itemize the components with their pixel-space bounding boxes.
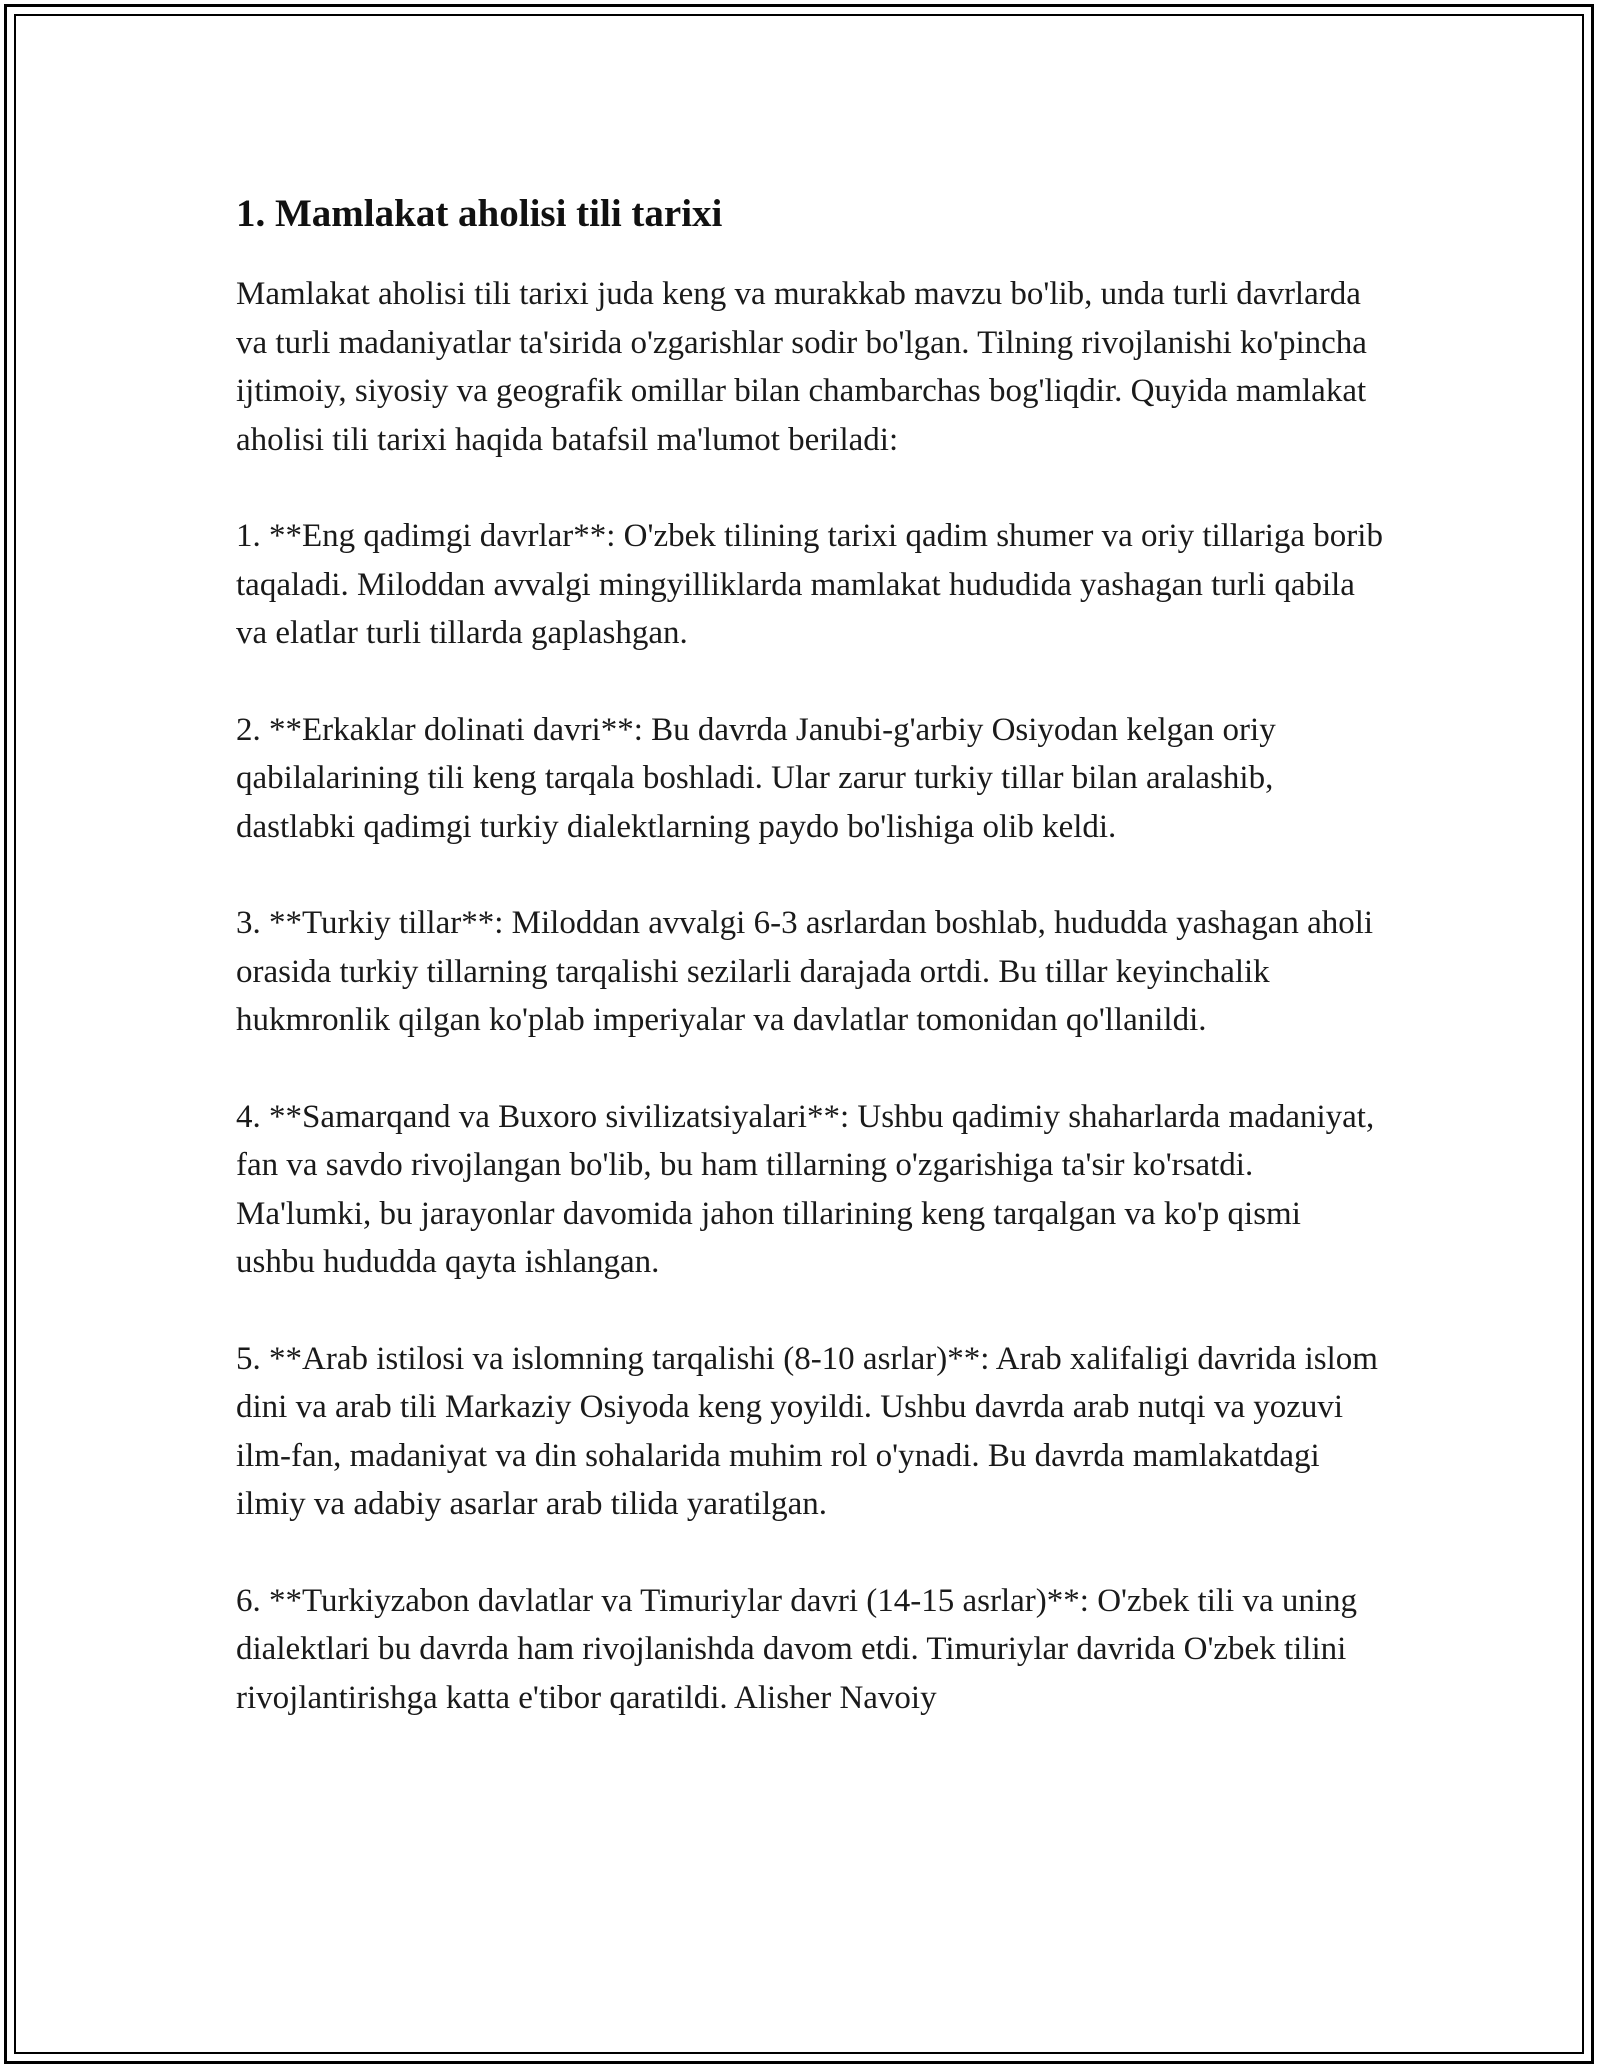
intro-paragraph: Mamlakat aholisi tili tarixi juda keng va murakkab mavzu bo'lib, unda turli davrlarda va turli madaniyatlar ta'sirida o'zgarishlar sodir bo'lgan. Tilning rivojlanishi ko'pincha ijtimoiy, siyosiy va geografik omillar bilan chambarchas bog'liqdir. Quyida mamlakat aholisi tili tarixi haqida batafsil ma'lumot beriladi:: [236, 276, 1367, 458]
list-item-3: 3. **Turkiy tillar**: Miloddan avvalgi 6-3 asrlardan boshlab, hududda yashagan aholi orasida turkiy tillarning tarqalishi sezilarli darajada ortdi. Bu tillar keyinchalik hukmronlik qilgan ko'plab imperiyalar va davlatlar tomonidan qo'llanildi.: [236, 905, 1374, 1038]
list-item-6: 6. **Turkiyzabon davlatlar va Timuriylar davri (14-15 asrlar)**: O'zbek tili va uning dialektlari bu davrda ham rivojlanishda davom etdi. Timuriylar davrida O'zbek tilini rivojlantirishga katta e'tibor qaratildi. Alisher Navoiy: [236, 1582, 1358, 1716]
list-item-5: 5. **Arab istilosi va islomning tarqalishi (8-10 asrlar)**: Arab xalifaligi davrida islom dini va arab tili Markaziy Osiyoda keng yoyildi. Ushbu davrda arab nutqi va yozuvi ilm-fan, madaniyat va din sohalarida muhim rol o'ynadi. Bu davrda mamlakatdagi ilmiy va adabiy asarlar arab tilida yaratilgan.: [236, 1340, 1378, 1522]
list-item-4: 4. **Samarqand va Buxoro sivilizatsiyalari**: Ushbu qadimiy shaharlarda madaniyat, fan va savdo rivojlangan bo'lib, bu ham tillarning o'zgarishiga ta'sir ko'rsatdi. Ma'lumki, bu jarayonlar davomida jahon tillarining keng tarqalgan va ko'p qismi ushbu hududda qayta ishlangan.: [236, 1098, 1375, 1280]
list-item-2: 2. **Erkaklar dolinati davri**: Bu davrda Janubi-g'arbiy Osiyodan kelgan oriy qabilalarining tili keng tarqala boshladi. Ular zarur turkiy tillar bilan aralashib, dastlabki qadimgi turkiy dialektlarning paydo bo'lishiga olib keldi.: [236, 711, 1276, 845]
page-title: 1. Mamlakat aholisi tili tarixi: [236, 192, 723, 235]
list-item-1: 1. **Eng qadimgi davrlar**: O'zbek tilining tarixi qadim shumer va oriy tillariga borib taqaladi. Miloddan avvalgi mingyilliklarda mamlakat hududida yashagan turli qabila va elatlar turli tillarda gaplashgan.: [236, 518, 1383, 651]
document-body: [236, 186, 1386, 1770]
